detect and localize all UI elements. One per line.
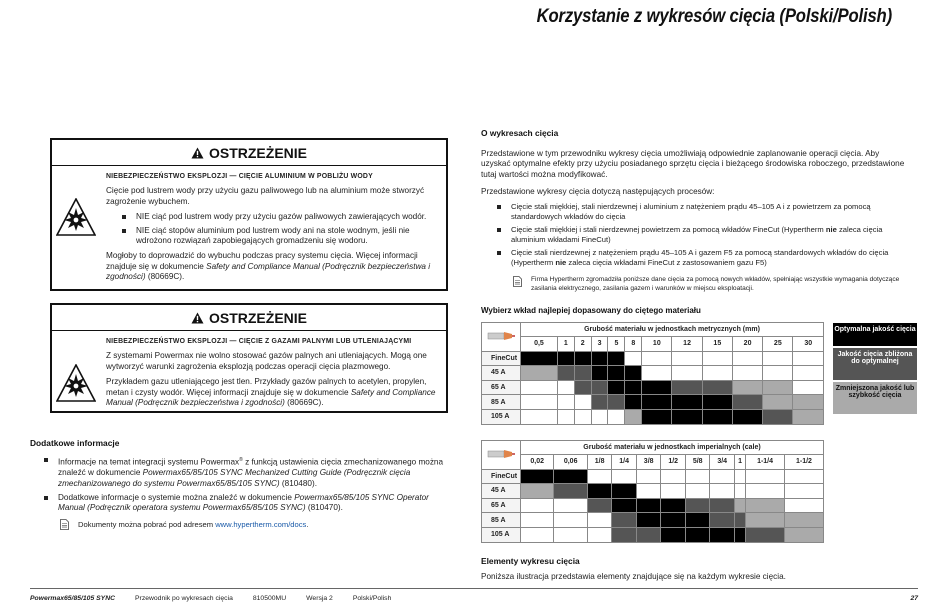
quality-cell — [672, 351, 702, 366]
quality-cell — [746, 527, 785, 542]
quality-cell — [661, 469, 686, 484]
warning-box-flammable-gases — [50, 303, 448, 413]
quality-cell — [554, 513, 587, 528]
warning-reference — [106, 377, 438, 408]
quality-cell — [557, 395, 574, 410]
quality-cell — [732, 351, 762, 366]
page-footer — [30, 588, 918, 602]
quality-cell — [612, 513, 637, 528]
quality-cell — [642, 366, 672, 381]
list-item — [44, 455, 454, 489]
quality-cell — [672, 380, 702, 395]
quality-cell — [636, 513, 661, 528]
quality-cell — [642, 395, 672, 410]
quality-cell — [734, 527, 745, 542]
quality-cell — [793, 351, 824, 366]
quality-cell — [672, 366, 702, 381]
registered-mark: ® — [239, 457, 243, 463]
column-header: 20 — [732, 337, 762, 352]
warning-text: Z systemami Powermax nie wolno stosować gazów palnych ani utleniających. Mogą one wytworzyć warunki zagrożenia eksplozją podczas operacji cięcia plazmowego. — [106, 351, 427, 371]
warning-header — [52, 140, 446, 166]
quality-cell — [625, 409, 642, 424]
about-text: Przedstawione w tym przewodniku wykresy cięcia umożliwiają odpowiednie zaplanowanie operacji cięcia. Aby uzyskać optymalne efekty przy użyciu posiadanego sprzętu cięcia i bieżącego środowiska roboczego, przedstawione tutaj wartości można modyfikować. — [481, 149, 905, 179]
data-note — [513, 276, 913, 293]
text: (810480). — [279, 478, 317, 488]
quality-cell — [608, 409, 625, 424]
chart-row — [482, 380, 824, 395]
quality-cell — [608, 380, 625, 395]
quality-cell — [574, 409, 591, 424]
text: Cięcie stali miękkiej i stali nierdzewnej powietrzem za pomocą wkładów FineCut (Hypertherm — [511, 225, 826, 235]
quality-cell — [521, 351, 558, 366]
quality-cell — [625, 351, 642, 366]
quality-cell — [587, 484, 612, 499]
manual-title: Safety and Compliance Manual (Podręcznik bezpieczeństwa i zgodności) — [106, 387, 436, 408]
quality-cell — [612, 484, 637, 499]
chart-corner — [482, 323, 521, 352]
quality-cell — [587, 469, 612, 484]
text: (810470). — [305, 503, 343, 513]
warning-bullets — [122, 212, 438, 246]
additional-info-heading: Dodatkowe informacje — [30, 438, 120, 448]
column-header: 10 — [642, 337, 672, 352]
quality-cell — [591, 366, 608, 381]
footer-version: Wersja 2 — [306, 595, 333, 602]
column-header: 0,5 — [521, 337, 558, 352]
text: zaleca cięcia aluminium wkładami FineCut) — [511, 225, 883, 244]
quality-cell — [608, 366, 625, 381]
quality-cell — [642, 409, 672, 424]
quality-cell — [784, 527, 823, 542]
quality-cell — [636, 527, 661, 542]
column-header: 5 — [608, 337, 625, 352]
quality-cell — [557, 366, 574, 381]
quality-cell — [702, 366, 732, 381]
quality-cell — [521, 380, 558, 395]
quality-cell — [746, 513, 785, 528]
quality-cell — [710, 484, 735, 499]
column-header: 5/8 — [685, 455, 710, 470]
quality-cell — [591, 351, 608, 366]
quality-cell — [574, 366, 591, 381]
warning-triangle-icon — [191, 147, 204, 159]
footer-doc-number: 810500MU — [252, 595, 287, 602]
quality-cell — [591, 380, 608, 395]
column-header: 2 — [574, 337, 591, 352]
quality-cell — [574, 351, 591, 366]
row-label: 65 A — [482, 498, 521, 513]
quality-cell — [702, 395, 732, 410]
warning-box-aluminium — [50, 138, 448, 291]
text: Przykładem gazu utleniającego jest tlen. Przykłady gazów palnych to acetylen, propylen, metan i czysty wodór. Więcej informacji znajduje się w dokumencie — [106, 377, 427, 397]
warning-triangle-icon — [191, 312, 204, 324]
text: Mogłoby to doprowadzić do wybuchu podczas pracy systemu cięcia. Więcej informacji znajduje się w dokumencie — [106, 251, 418, 271]
quality-cell — [554, 498, 587, 513]
quality-cell — [661, 498, 686, 513]
quality-cell — [672, 395, 702, 410]
quality-cell — [636, 469, 661, 484]
quality-cell — [793, 366, 824, 381]
column-header: 1 — [557, 337, 574, 352]
quality-cell — [521, 484, 554, 499]
chart-row — [482, 409, 824, 424]
quality-cell — [710, 469, 735, 484]
page-number: 27 — [910, 595, 918, 602]
quality-cell — [554, 469, 587, 484]
page-title: Korzystanie z wykresów cięcia (Polski/Polish) — [536, 6, 892, 27]
column-header: 3 — [591, 337, 608, 352]
quality-cell — [557, 409, 574, 424]
quality-cell — [784, 469, 823, 484]
quality-cell — [625, 380, 642, 395]
quality-cell — [732, 409, 762, 424]
quality-cell — [661, 527, 686, 542]
quality-cell — [784, 498, 823, 513]
quality-cell — [557, 351, 574, 366]
manual-title: Powermax65/85/105 SYNC Mechanized Cutting Guide (Podręcznik cięcia zmechanizowanego do systemu Powermax65/85/105 SYNC) — [58, 468, 411, 488]
row-label: 45 A — [482, 366, 521, 381]
note-document-icon — [513, 276, 522, 287]
quality-cell — [732, 380, 762, 395]
footer-language: Polski/Polish — [352, 595, 392, 602]
quality-cell — [746, 469, 785, 484]
quality-cell — [685, 484, 710, 499]
process-list — [497, 202, 917, 272]
quality-cell — [763, 395, 793, 410]
manual-title: Powermax65/85/105 SYNC Operator Manual (Podręcznik operatora systemu Powermax65/85/105 SYNC) — [58, 492, 429, 513]
list-item — [44, 493, 454, 514]
legend-near-optimal: Jakość cięcia zbliżona do optymalnej — [832, 347, 918, 381]
docs-note — [60, 519, 308, 530]
quality-cell — [554, 484, 587, 499]
column-header: 1 — [734, 455, 745, 470]
chart-heading: Wybierz wkład najlepiej dopasowany do ciętego materiału — [481, 306, 701, 315]
column-header: 30 — [793, 337, 824, 352]
text: Dodatkowe informacje o systemie można znaleźć w dokumencie — [58, 492, 295, 502]
text: (80669C). — [284, 398, 324, 408]
elements-text: Poniższa ilustracja przedstawia elementy znajdujące się na każdym wykresie cięcia. — [481, 572, 786, 581]
about-heading: O wykresach cięcia — [481, 128, 559, 138]
quality-cell — [587, 498, 612, 513]
quality-cell — [746, 498, 785, 513]
quality-cell — [702, 351, 732, 366]
chart-row — [482, 395, 824, 410]
quality-cell — [763, 409, 793, 424]
quality-cell — [557, 380, 574, 395]
column-header: 0,02 — [521, 455, 554, 470]
column-header: 3/4 — [710, 455, 735, 470]
chart-row — [482, 527, 824, 542]
additional-info-list — [44, 455, 454, 518]
quality-cell — [702, 380, 732, 395]
warning-reference — [106, 251, 438, 282]
quality-cell — [521, 498, 554, 513]
quality-cell — [636, 484, 661, 499]
text: z funkcją ustawienia cięcia zmechanizowanego można znaleźć w dokumencie — [58, 457, 444, 478]
quality-cell — [702, 409, 732, 424]
column-header: 1/4 — [612, 455, 637, 470]
quality-cell — [763, 351, 793, 366]
column-header: 3/8 — [636, 455, 661, 470]
column-header: 15 — [702, 337, 732, 352]
legend-optimal: Optymalna jakość cięcia — [832, 322, 918, 347]
quality-cell — [625, 395, 642, 410]
chart-title: Grubość materiału w jednostkach imperialnych (cale) — [521, 441, 824, 455]
text: Dokumenty można pobrać pod adresem — [78, 520, 216, 529]
explosion-hazard-icon — [56, 198, 96, 236]
list-item — [497, 248, 917, 267]
quality-cell — [685, 513, 710, 528]
warning-subtitle: NIEBEZPIECZEŃSTWO EKSPLOZJI — CIĘCIE ALUMINIUM W POBLIŻU WODY — [106, 173, 373, 180]
row-label: 105 A — [482, 527, 521, 542]
quality-cell — [685, 469, 710, 484]
column-header: 1/8 — [587, 455, 612, 470]
imperial-cut-chart — [481, 440, 824, 543]
quality-cell — [661, 484, 686, 499]
column-header: 1/2 — [661, 455, 686, 470]
column-header: 1-1/2 — [784, 455, 823, 470]
quality-cell — [521, 527, 554, 542]
explosion-hazard-icon — [56, 364, 96, 402]
quality-cell — [734, 498, 745, 513]
chart-title: Grubość materiału w jednostkach metrycznych (mm) — [521, 323, 824, 337]
quality-cell — [612, 527, 637, 542]
chart-row — [482, 351, 824, 366]
metric-cut-chart — [481, 322, 824, 425]
quality-cell — [763, 380, 793, 395]
chart-row — [482, 513, 824, 528]
emphasis: nie — [555, 257, 567, 267]
note-text: Firma Hypertherm zgromadziła poniższe dane cięcia za pomocą nowych wkładów, spełniając wszystkie wymagania dotyczące zasilania elektrycznego, zasilania gazem i warunków w miejscu eksploatacji. — [531, 276, 900, 292]
quality-cell — [608, 395, 625, 410]
text: Cięcie stali nierdzewnej z natężeniem prądu 45–105 A i gazem F5 za pomocą standardowych wkładów do cięcia (Hypertherm — [511, 248, 889, 267]
warning-text: Cięcie pod lustrem wody przy użyciu gazu paliwowego lub na aluminium może stworzyć zagrożenie wybuchem. — [106, 186, 425, 206]
quality-cell — [521, 366, 558, 381]
quality-cell — [574, 380, 591, 395]
quality-cell — [793, 409, 824, 424]
row-label: 85 A — [482, 395, 521, 410]
row-label: 85 A — [482, 513, 521, 528]
elements-heading: Elementy wykresu cięcia — [481, 556, 580, 566]
chart-row — [482, 498, 824, 513]
quality-cell — [793, 395, 824, 410]
quality-cell — [521, 469, 554, 484]
warning-subtitle: NIEBEZPIECZEŃSTWO EKSPLOZJI — CIĘCIE Z GAZAMI PALNYMI LUB UTLENIAJĄCYMI — [106, 338, 412, 345]
quality-cell — [625, 366, 642, 381]
column-header: 8 — [625, 337, 642, 352]
row-label: 105 A — [482, 409, 521, 424]
list-item: NIE ciąć stopów aluminium pod lustrem wody ani na stole wodnym, jeśli nie wdrożono rozwiązań zapobiegających gromadzeniu się wodoru. — [122, 226, 438, 247]
quality-cell — [554, 527, 587, 542]
torch-tip-icon — [486, 329, 516, 343]
row-label: 45 A — [482, 484, 521, 499]
quality-cell — [672, 409, 702, 424]
quality-cell — [734, 484, 745, 499]
quality-cell — [734, 513, 745, 528]
quality-cell — [734, 469, 745, 484]
footer-product: Powermax65/85/105 SYNC — [30, 595, 116, 602]
chart-legend — [832, 322, 918, 415]
quality-cell — [591, 395, 608, 410]
quality-cell — [732, 395, 762, 410]
quality-cell — [685, 527, 710, 542]
column-header: 0,06 — [554, 455, 587, 470]
quality-cell — [661, 513, 686, 528]
quality-cell — [732, 366, 762, 381]
docs-link[interactable]: www.hypertherm.com/docs — [215, 520, 307, 529]
quality-cell — [784, 484, 823, 499]
quality-cell — [521, 513, 554, 528]
chart-row — [482, 484, 824, 499]
column-header: 12 — [672, 337, 702, 352]
text: . — [306, 520, 309, 529]
text: (80669C). — [145, 272, 185, 282]
quality-cell — [710, 513, 735, 528]
manual-title: Safety and Compliance Manual (Podręcznik bezpieczeństwa i zgodności) — [106, 261, 431, 282]
quality-cell — [746, 484, 785, 499]
chart-corner — [482, 441, 521, 470]
quality-cell — [521, 409, 558, 424]
about-processes-intro: Przedstawione wykresy cięcia dotyczą następujących procesów: — [481, 187, 715, 196]
list-item: Cięcie stali miękkiej, stali nierdzewnej i aluminium z natężeniem prądu 45–105 A i z powietrzem za pomocą standardowych wkładów do cięcia — [497, 202, 917, 221]
text: Informacje na temat integracji systemu Powermax — [58, 457, 240, 467]
quality-cell — [642, 351, 672, 366]
quality-cell — [521, 395, 558, 410]
quality-cell — [763, 366, 793, 381]
list-item: NIE ciąć pod lustrem wody przy użyciu gazów paliwowych zawierających wodór. — [122, 212, 438, 222]
row-label: FineCut — [482, 351, 521, 366]
chart-row — [482, 469, 824, 484]
quality-cell — [636, 498, 661, 513]
column-header: 1-1/4 — [746, 455, 785, 470]
quality-cell — [710, 498, 735, 513]
text: zaleca cięcia wkładami FineCut z zastosowaniem gazu F5) — [566, 257, 767, 267]
quality-cell — [784, 513, 823, 528]
quality-cell — [591, 409, 608, 424]
warning-title: OSTRZEŻENIE — [208, 144, 307, 161]
legend-reduced: Zmniejszona jakość lub szybkość cięcia — [832, 381, 918, 415]
quality-cell — [612, 498, 637, 513]
quality-cell — [710, 527, 735, 542]
quality-cell — [608, 351, 625, 366]
warning-title: OSTRZEŻENIE — [208, 309, 307, 326]
row-label: FineCut — [482, 469, 521, 484]
emphasis: nie — [825, 225, 837, 235]
row-label: 65 A — [482, 380, 521, 395]
warning-header — [52, 305, 446, 331]
quality-cell — [587, 513, 612, 528]
quality-cell — [685, 498, 710, 513]
quality-cell — [587, 527, 612, 542]
list-item — [497, 225, 917, 244]
torch-tip-icon — [486, 447, 516, 461]
footer-guide: Przewodnik po wykresach cięcia — [135, 595, 233, 602]
note-document-icon — [60, 519, 69, 530]
quality-cell — [642, 380, 672, 395]
column-header: 25 — [763, 337, 793, 352]
quality-cell — [793, 380, 824, 395]
quality-cell — [574, 395, 591, 410]
quality-cell — [612, 469, 637, 484]
chart-row — [482, 366, 824, 381]
